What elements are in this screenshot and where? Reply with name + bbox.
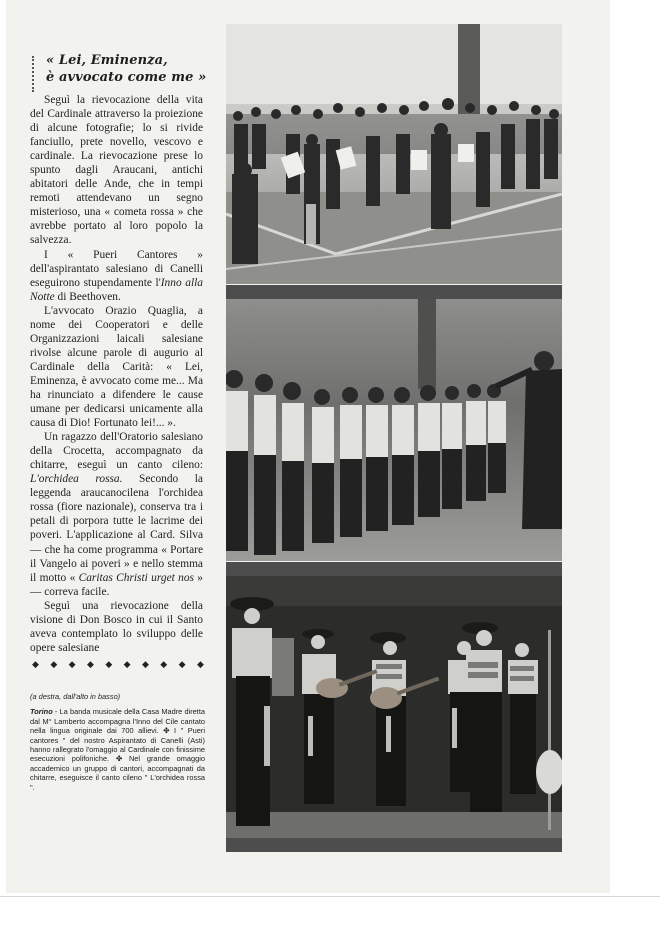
paragraph-1: Seguì la rievocazione della vita del Cardinale attraverso la proiezione di alcune fotografie; lo si rivide fanciullo, prete novello, vescovo e cardinale. La rievocazione prese lo spunto dagli Araucani, antichi abitatori delle Ande, che in tempi remoti attendevano un segno misterioso, una « cometa rossa » che avrebbe portato al loro popolo la salvezza.	[30, 94, 203, 247]
page-bottom-margin	[0, 896, 660, 945]
paragraph-4-text-a: Un ragazzo dell'Oratorio salesiano della Crocetta, accompagnato da chitarre, eseguì un canto cileno:	[30, 431, 203, 472]
photo-separator-2	[226, 562, 562, 576]
diamond-icon: ◆	[86, 660, 94, 670]
caption-body	[30, 707, 205, 792]
article-body	[30, 93, 203, 655]
paragraph-4-motto: Caritas Christi urget nos	[78, 571, 194, 584]
caption-text-2: I " Pueri cantores " del nostro Aspirantato di Canelli (Asti) hanno rallegrato l'omaggio al Cardinale con finissime esecuzioni polifoniche.	[30, 726, 205, 764]
photo-caption	[30, 692, 205, 792]
caption-text-1: - La banda musicale della Casa Madre diretta dal M° Lamberto accompagna l'Inno del Cile cantato nella lingua originale dai 700 allievi.	[30, 707, 205, 736]
paragraph-4	[30, 430, 203, 599]
paragraph-2-text-a: I « Pueri Cantores » dell'aspirantato salesiano di Canelli eseguirono stupendamente l'	[30, 248, 203, 289]
diamond-icon: ◆	[50, 660, 58, 670]
paragraph-5: Seguì una rievocazione della visione di Don Bosco in cui il Santo aveva contemplato lo sviluppo delle opere salesiane	[30, 599, 203, 654]
paragraph-4-text-c: » — correva facile.	[30, 571, 203, 598]
caption-separator-icon: ✤	[163, 726, 170, 736]
guitar-singers-photo	[226, 576, 562, 838]
heading-ornament	[32, 56, 38, 92]
caption-city: Torino	[30, 707, 53, 717]
heading-line-1: « Lei, Eminenza,	[46, 53, 168, 68]
diamond-icon: ◆	[123, 660, 131, 670]
caption-position-hint: (a destra, dall'alto in basso)	[30, 692, 121, 701]
paragraph-2-title: Inno alla Notte	[30, 276, 203, 303]
paragraph-4-text-b: Secondo la leggenda araucanocilena l'orchidea rossa (fiore nazionale), conserva tra i petali di porpora tutte le lacrime dei poveri. L'applicazione al Card. Silva — che ha come programma « Portare il Vangelo ai poveri » e nello stemma il motto «	[30, 473, 203, 584]
caption-separator-icon: ✤	[115, 754, 123, 764]
diamond-icon: ◆	[196, 660, 204, 670]
diamond-icon: ◆	[141, 660, 149, 670]
section-heading	[32, 52, 207, 86]
diamond-divider	[32, 660, 204, 670]
diamond-icon: ◆	[68, 660, 76, 670]
diamond-icon: ◆	[160, 660, 168, 670]
paragraph-2-text-b: di Beethoven.	[54, 290, 121, 303]
heading-line-2: è avvocato come me »	[46, 70, 207, 85]
paragraph-4-song: L'orchidea rossa.	[30, 473, 123, 486]
paragraph-3: L'avvocato Orazio Quaglia, a nome dei Cooperatori e delle Organizzazioni laicali salesiane rivolse alcune parole di augurio al Cardinale della Carità: « Lei, Eminenza, è avvocato come me... Ma ha rinunciato a difendere le cause umane per dedicarsi unicamente alla causa di Dio! Fortunato lei!... ».	[30, 304, 203, 430]
diamond-icon: ◆	[178, 660, 186, 670]
paragraph-2	[30, 248, 203, 304]
choir-photo	[226, 299, 562, 561]
caption-text-3: Nel grande omaggio accademico un gruppo di cantori, accompagnati da chitarre, eseguisce il canto cileno " L'orchidea rossa ".	[30, 754, 205, 792]
diamond-icon: ◆	[105, 660, 113, 670]
band-conductor-photo	[226, 24, 562, 284]
photo-separator-3	[226, 838, 562, 852]
diamond-icon: ◆	[32, 660, 39, 670]
photo-separator-1	[226, 285, 562, 299]
